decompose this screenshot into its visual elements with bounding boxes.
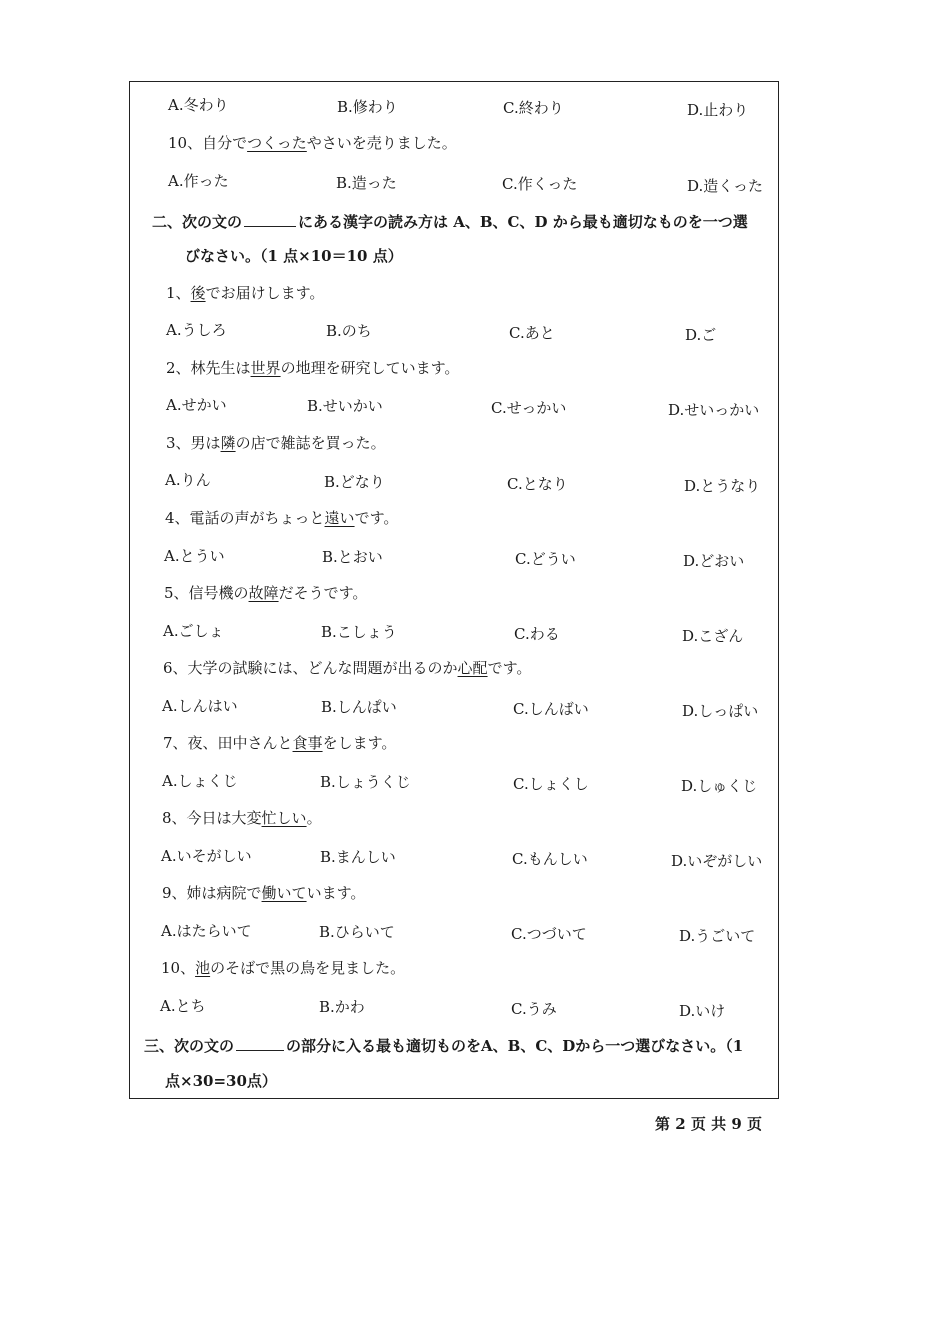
option-b: B.ひらいて	[319, 923, 395, 941]
question-text: 7、夜、田中さんと食事をします。	[163, 734, 397, 752]
option-a: A.はたらいて	[161, 922, 252, 940]
option-d: D.いぞがしい	[671, 852, 763, 870]
option-b: B.まんしい	[320, 848, 396, 866]
question-text: 6、大学の試験には、どんな問題が出るのか心配です。	[163, 659, 532, 677]
option-d: D.止わり	[687, 101, 749, 119]
option-c: C.せっかい	[491, 399, 567, 417]
option-d: D.しっぱい	[682, 702, 759, 720]
question-text: 4、電話の声がちょっと遠いです。	[165, 509, 399, 527]
option-a: A.うしろ	[166, 321, 227, 339]
option-c: C.終わり	[503, 99, 564, 117]
option-a: A.りん	[165, 471, 211, 489]
option-c: C.もんしい	[512, 850, 588, 868]
option-b: B.かわ	[319, 998, 365, 1016]
option-c: C.作くった	[502, 175, 578, 193]
question-text: 3、男は隣の店で雑誌を買った。	[166, 434, 386, 452]
option-a: A.冬わり	[168, 96, 229, 114]
option-a: A.作った	[168, 172, 229, 190]
option-c: C.あと	[509, 324, 555, 342]
option-d: D.うごいて	[679, 927, 756, 945]
option-b: B.造った	[336, 174, 397, 192]
option-b: B.修わり	[337, 98, 398, 116]
option-c: C.どうい	[515, 550, 576, 568]
option-b: B.しょうくじ	[320, 773, 411, 791]
option-b: B.どなり	[324, 473, 385, 491]
section2-heading-line2: びなさい。（1 点×10＝10 点）	[185, 247, 403, 265]
option-a: A.とち	[160, 997, 206, 1015]
option-d: D.ご	[685, 326, 717, 344]
option-c: C.しんばい	[513, 700, 589, 718]
option-b: B.せいかい	[307, 397, 383, 415]
option-d: D.造くった	[687, 177, 763, 195]
question-text: 9、姉は病院で働いています。	[162, 884, 366, 902]
page-number: 第 2 页 共 9 页	[655, 1115, 762, 1133]
option-b: B.こしょう	[321, 623, 397, 641]
option-d: D.こざん	[682, 627, 744, 645]
section3-heading-line2: 点×30=30点）	[165, 1072, 277, 1090]
option-c: C.しょくし	[513, 775, 589, 793]
section2-heading-line1: 二、次の文の にある漢字の読み方は A、B、C、D から最も適切なものを一つ選	[152, 213, 748, 231]
option-a: A.せかい	[166, 396, 227, 414]
question-text: 1、後でお届けします。	[166, 284, 325, 302]
option-a: A.しょくじ	[162, 772, 238, 790]
question-text: 2、林先生は世界の地理を研究しています。	[166, 359, 460, 377]
question-text: 10、池のそばで黒の鳥を見ました。	[161, 959, 406, 977]
option-a: A.しんはい	[162, 697, 238, 715]
option-d: D.せいっかい	[668, 401, 760, 419]
section3-heading-line1: 三、次の文の の部分に入る最も適切ものをA、B、C、Dから一つ選びなさい。（1	[144, 1037, 744, 1055]
option-d: D.どおい	[683, 552, 745, 570]
option-c: C.つづいて	[511, 925, 587, 943]
option-c: C.うみ	[511, 1000, 557, 1018]
question-text: 8、今日は大変忙しい。	[162, 809, 322, 827]
option-d: D.とうなり	[684, 477, 761, 495]
s1-q10-text: 10、自分でつくったやさいを売りました。	[168, 134, 457, 152]
option-b: B.のち	[326, 322, 372, 340]
option-b: B.とおい	[322, 548, 383, 566]
question-text: 5、信号機の故障だそうです。	[164, 584, 368, 602]
option-c: C.わる	[514, 625, 560, 643]
option-b: B.しんぱい	[321, 698, 397, 716]
option-a: A.とうい	[164, 547, 225, 565]
option-d: D.しゅくじ	[681, 777, 758, 795]
option-c: C.となり	[507, 475, 568, 493]
option-d: D.いけ	[679, 1002, 726, 1020]
option-a: A.いそがしい	[161, 847, 252, 865]
option-a: A.ごしょ	[163, 622, 224, 640]
